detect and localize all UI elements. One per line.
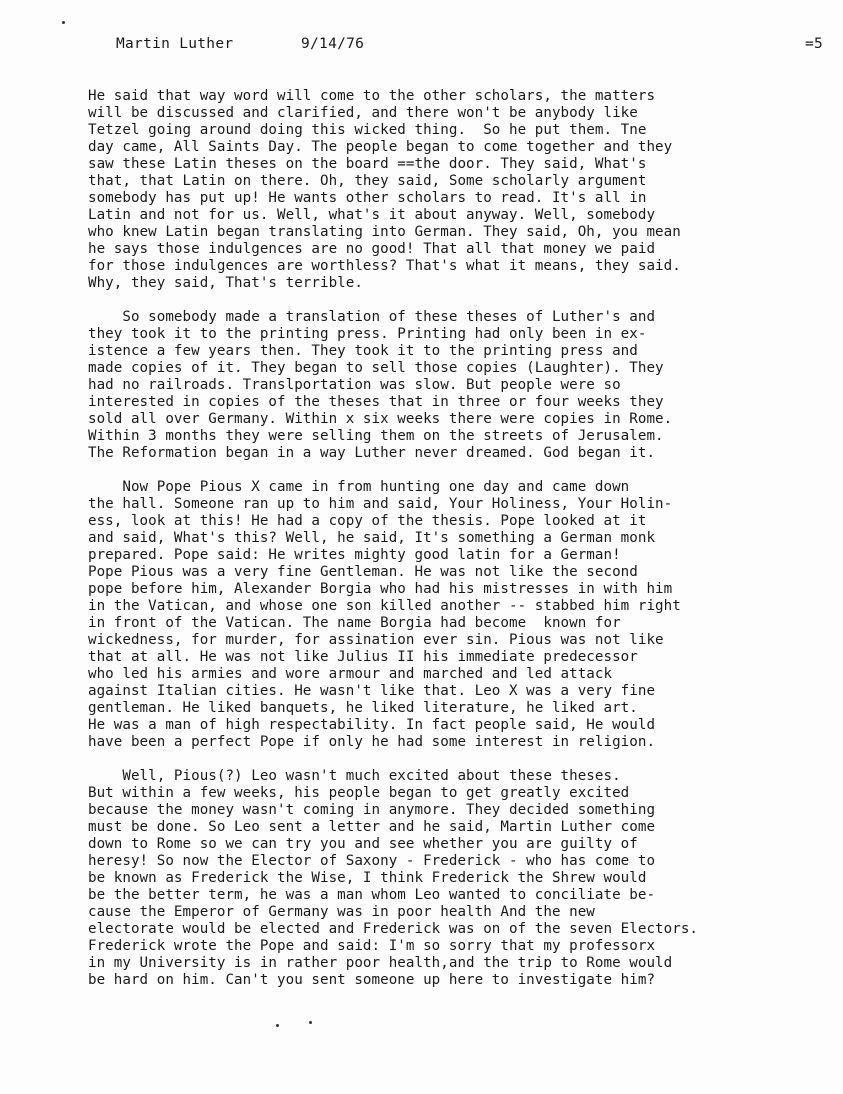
paragraph xyxy=(88,88,808,292)
text-line: cause the Emperor of Germany was in poor health And the new xyxy=(88,904,595,920)
text-line: against Italian cities. He wasn't like that. Leo X was a very fine xyxy=(88,683,656,699)
text-line: day came, All Saints Day. The people began to come together and they xyxy=(88,139,673,155)
text-line: istence a few years then. They took it to the printing press and xyxy=(88,343,638,359)
text-line: have been a perfect Pope if only he had some interest in religion. xyxy=(88,734,656,750)
text-line: somebody has put up! He wants other scholars to read. It's all in xyxy=(88,190,647,206)
text-line: Latin and not for us. Well, what's it about anyway. Well, somebody xyxy=(88,207,656,223)
text-line: Now Pope Pious X came in from hunting one day and came down xyxy=(88,479,630,495)
text-line: But within a few weeks, his people began to get greatly excited xyxy=(88,785,630,801)
text-line: that at all. He was not like Julius II his immediate predecessor xyxy=(88,649,638,665)
text-line: Frederick wrote the Pope and said: I'm so sorry that my professorx xyxy=(88,938,656,954)
paragraph xyxy=(88,309,808,462)
text-line: prepared. Pope said: He writes mighty good latin for a German! xyxy=(88,547,621,563)
text-line: Well, Pious(?) Leo wasn't much excited about these theses. xyxy=(88,768,621,784)
header-author: Martin Luther xyxy=(116,36,234,52)
text-line: He said that way word will come to the other scholars, the matters xyxy=(88,88,656,104)
text-line: in front of the Vatican. The name Borgia had become known for xyxy=(88,615,621,631)
text-line: the hall. Someone ran up to him and said, Your Holiness, Your Holin- xyxy=(88,496,673,512)
paragraph-gap xyxy=(88,292,808,309)
text-line: wickedness, for murder, for assination ever sin. Pious was not like xyxy=(88,632,664,648)
text-line: he says those indulgences are no good! That all that money we paid xyxy=(88,241,656,257)
paragraph xyxy=(88,479,808,751)
text-line: saw these Latin theses on the board ==the door. They said, What's xyxy=(88,156,647,172)
paragraph-gap xyxy=(88,462,808,479)
text-line: He was a man of high respectability. In fact people said, He would xyxy=(88,717,656,733)
text-line: and said, What's this? Well, he said, It's something a German monk xyxy=(88,530,656,546)
header-date: 9/14/76 xyxy=(301,36,365,52)
text-line: in my University is in rather poor health,and the trip to Rome would xyxy=(88,955,673,971)
text-line: gentleman. He liked banquets, he liked literature, he liked art. xyxy=(88,700,638,716)
text-line: made copies of it. They began to sell those copies (Laughter). They xyxy=(88,360,664,376)
page-number: =5 xyxy=(804,36,823,52)
text-line: down to Rome so we can try you and see whether you are guilty of xyxy=(88,836,638,852)
text-line: Why, they said, That's terrible. xyxy=(88,275,363,291)
text-line: they took it to the printing press. Printing had only been in ex- xyxy=(88,326,647,342)
text-line: Within 3 months they were selling them on the streets of Jerusalem. xyxy=(88,428,664,444)
text-line: who led his armies and wore armour and marched and led attack xyxy=(88,666,613,682)
scan-speck xyxy=(276,1024,279,1027)
text-line: that, that Latin on there. Oh, they said, Some scholarly argument xyxy=(88,173,647,189)
text-line: So somebody made a translation of these theses of Luther's and xyxy=(88,309,656,325)
text-line: had no railroads. Translportation was slow. But people were so xyxy=(88,377,621,393)
text-line: heresy! So now the Elector of Saxony - Frederick - who has come to xyxy=(88,853,656,869)
text-line: be the better term, he was a man whom Leo wanted to conciliate be- xyxy=(88,887,656,903)
text-line: pope before him, Alexander Borgia who had his mistresses in with him xyxy=(88,581,673,597)
document-body xyxy=(88,88,808,989)
text-line: be known as Frederick the Wise, I think Frederick the Shrew would xyxy=(88,870,647,886)
text-line: will be discussed and clarified, and there won't be anybody like xyxy=(88,105,638,121)
text-line: in the Vatican, and whose one son killed another -- stabbed him right xyxy=(88,598,681,614)
scan-speck xyxy=(62,21,65,24)
text-line: interested in copies of the theses that in three or four weeks they xyxy=(88,394,664,410)
paragraph xyxy=(88,768,808,989)
scan-speck xyxy=(309,1021,312,1024)
text-line: because the money wasn't coming in anymore. They decided something xyxy=(88,802,656,818)
text-line: who knew Latin began translating into German. They said, Oh, you mean xyxy=(88,224,681,240)
text-line: electorate would be elected and Frederick was on of the seven Electors. xyxy=(88,921,699,937)
text-line: ess, look at this! He had a copy of the thesis. Pope looked at it xyxy=(88,513,647,529)
text-line: be hard on him. Can't you sent someone up here to investigate him? xyxy=(88,972,656,988)
text-line: Tetzel going around doing this wicked thing. So he put them. Tne xyxy=(88,122,647,138)
text-line: must be done. So Leo sent a letter and he said, Martin Luther come xyxy=(88,819,656,835)
text-line: Pope Pious was a very fine Gentleman. He was not like the second xyxy=(88,564,638,580)
text-line: The Reformation began in a way Luther never dreamed. God began it. xyxy=(88,445,656,461)
text-line: sold all over Germany. Within x six weeks there were copies in Rome. xyxy=(88,411,673,427)
text-line: for those indulgences are worthless? That's what it means, they said. xyxy=(88,258,681,274)
paragraph-gap xyxy=(88,751,808,768)
